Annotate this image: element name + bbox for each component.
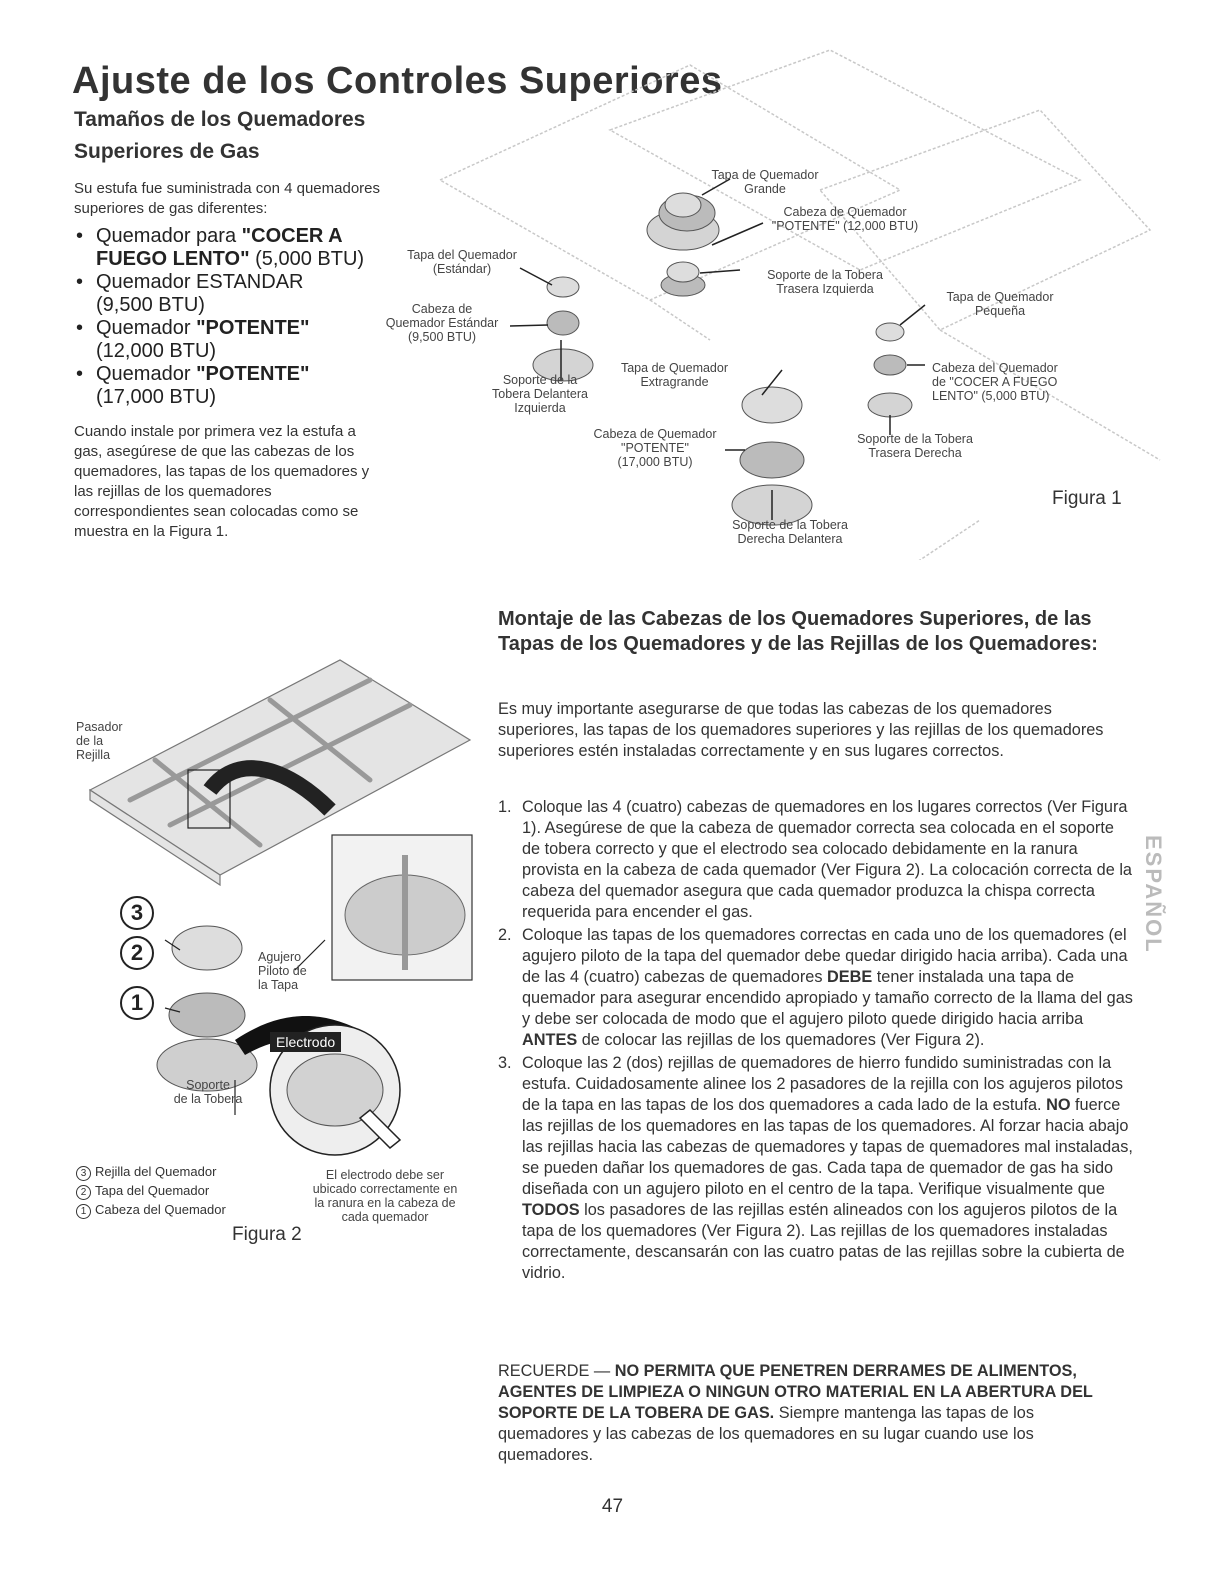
intro-text: Su estufa fue suministrada con 4 quemadores superiores de gas diferentes: — [74, 180, 381, 217]
label-electrodo: Electrodo — [270, 1032, 341, 1052]
marker-2: 2 — [120, 936, 154, 970]
label-cabeza-potente-12: Cabeza de Quemador "POTENTE" (12,000 BTU) — [771, 205, 919, 233]
page-title: Ajuste de los Controles Superiores — [72, 60, 723, 102]
burner-item: • Quemador para "COCER A FUEGO LENTO" (5,000 BTU) — [74, 225, 404, 271]
step-item: 2. Coloque las tapas de los quemadores correctas en cada uno de los quemadores (el agujero piloto de la tapa del quemador debe quedar dirigido hacia arriba). Cada una de las 4 (cuatro) cabezas de quemadores DEBE tener instalada una tapa de quemador para asegurar encendido apropiado y tamaño correcto de la llama del gas y debe ser colocada de modo que el agujero piloto quede dirigido hacia arriba ANTES de colocar las rejillas de los quemadores (Ver Figura 2). — [498, 926, 1133, 1049]
label-soporte-trasera-izq: Soporte de la Tobera Trasera Izquierda — [767, 268, 883, 296]
label-tapa-extragrande: Tapa de Quemador Extragrande — [620, 361, 728, 389]
language-side-tab: ESPAÑOL — [1141, 835, 1166, 954]
label-tapa-grande: Tapa de Quemador Grande — [711, 168, 819, 196]
legend-item: 2 Tapa del Quemador — [76, 1181, 226, 1200]
label-soporte-der-del: Soporte de la Tobera Derecha Delantera — [732, 518, 848, 546]
section-subtitle-2: Superiores de Gas — [74, 140, 260, 163]
label-pasador: Pasador de la Rejilla — [76, 720, 123, 762]
step-item: 1. Coloque las 4 (cuatro) cabezas de quemadores en los lugares correctos (Ver Figura 1). Asegúrese de que la cabeza de quemador correcta sea colocada en el soporte de tobera correcto y que el electrodo sea colocado debidamente en la ranura provista en la cabeza de cada quemador (Ver Figura 2). La colocación correcta de la cabeza del quemador asegura que cada quemador produzca la chispa correcta requerida para encender el gas. — [498, 798, 1132, 921]
burner-item: • Quemador ESTANDAR (9,500 BTU) — [74, 271, 336, 317]
marker-3: 3 — [120, 896, 154, 930]
section-subtitle-1: Tamaños de los Quemadores — [74, 108, 366, 131]
steps-list — [498, 797, 1136, 1286]
label-soporte: Soporte de la Tobera — [173, 1078, 243, 1106]
install-note: Cuando instale por primera vez la estufa a gas, asegúrese de que las cabezas de los quemadores, las tapas de los quemadores y las rejillas de los quemadores correspondientes sean colocadas como se muestra en la Figura 1. — [74, 423, 370, 540]
figure-2-caption: Figura 2 — [232, 1224, 302, 1245]
figure-1-caption: Figura 1 — [1052, 488, 1122, 509]
marker-1: 1 — [120, 986, 154, 1020]
remember-note: RECUERDE — NO PERMITA QUE PENETREN DERRAMES DE ALIMENTOS, AGENTES DE LIMPIEZA O NINGUN OTRO MATERIAL EN LA ABERTURA DEL SOPORTE DE LA TOBERA DE GAS. Siempre mantenga las tapas de los quemadores y las cabezas de los quemadores en su lugar cuando use los quemadores. — [498, 1362, 1093, 1464]
step-item: 3. Coloque las 2 (dos) rejillas de quemadores de hierro fundido suministradas con la estufa. Cuidadosamente alinee los 2 pasadores de la rejilla con los agujeros pilotos de la tapa en las tapas de los dos quemadores a cada lado de la estufa. NO fuerce las rejillas de los quemadores en las tapas de los quemadores. Al forzar hacia abajo las rejillas hacia las cabezas de quemadores y tapas de quemadores mal instaladas, se pueden dañar los quemadores de gas. Cada tapa de quemador de gas ha sido diseñada con un agujero piloto en el centro de la tapa. Verifique visualmente que TODOS los pasadores de las rejillas estén alineados con los agujeros pilotos de la tapa de los quemadores (Ver Figura 2). Las rejillas de los quemadores instaladas correctamente, descansarán con las cuatro patas de las rejillas sobre la cubierta de vidrio. — [498, 1054, 1133, 1282]
section-title: Montaje de las Cabezas de los Quemadores Superiores, de las Tapas de los Quemadores y de las Rejillas de los Quemadores: — [498, 608, 1098, 655]
label-cabeza-estandar: Cabeza de Quemador Estándar (9,500 BTU) — [385, 302, 499, 344]
label-soporte-del-izq: Soporte de la Tobera Delantera Izquierda — [492, 373, 588, 415]
label-soporte-trasera-der: Soporte de la Tobera Trasera Derecha — [857, 432, 973, 460]
label-tapa-estandar: Tapa del Quemador (Estándar) — [407, 248, 517, 276]
label-agujero: Agujero Piloto de la Tapa — [258, 950, 307, 992]
label-cabeza-potente-17: Cabeza de Quemador "POTENTE" (17,000 BTU) — [593, 427, 717, 469]
legend-item: 1 Cabeza del Quemador — [76, 1200, 226, 1219]
figure-2-legend — [76, 1162, 226, 1219]
page-number: 47 — [601, 1496, 624, 1517]
label-tapa-pequena: Tapa de Quemador Pequeña — [946, 290, 1054, 318]
burner-item: • Quemador "POTENTE" (12,000 BTU) — [74, 317, 336, 363]
burner-list — [74, 225, 404, 409]
section-intro: Es muy importante asegurarse de que todas las cabezas de los quemadores superiores, las tapas de los quemadores superiores y las rejillas de los quemadores superiores estén instaladas correctamente y en sus lugares correctos. — [498, 700, 1104, 760]
burner-item: • Quemador "POTENTE" (17,000 BTU) — [74, 363, 336, 409]
legend-item: 3 Rejilla del Quemador — [76, 1162, 226, 1181]
label-electrodo-note: El electrodo debe ser ubicado correctamente en la ranura en la cabeza de cada quemador — [312, 1168, 458, 1224]
label-cabeza-cocer: Cabeza del Quemador de "COCER A FUEGO LENTO" (5,000 BTU) — [932, 361, 1058, 403]
